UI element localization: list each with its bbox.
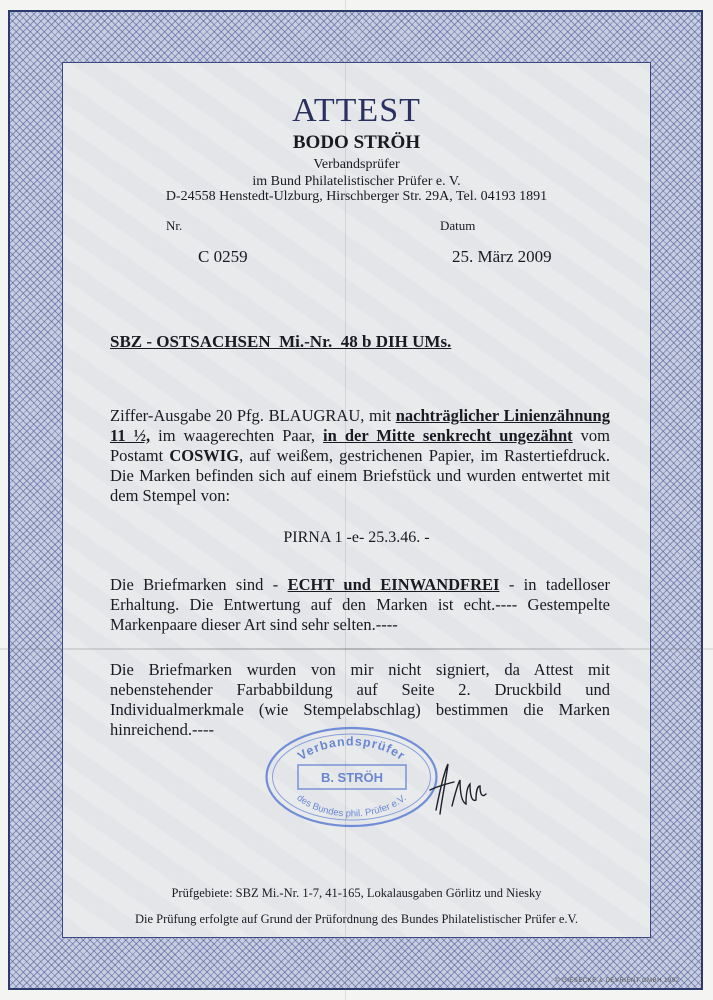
signature-note-paragraph: Die Briefmarken wurden von mir nicht signiert, da Attest mit nebenstehender Farbabbildung auf Seite 2. Druckbild und Individualmerkmale (wie Stempelabschlag) bestimmen die Marken hinreichend.---- [110,660,610,739]
examiner-address: D-24558 Henstedt-Ulzburg, Hirschberger Str. 29A, Tel. 04193 1891 [165,189,548,204]
printer-mark: © GIESECKE & DEVRIENT GMBH 1992 [555,978,680,984]
genuine-verdict: ECHT und EINWANDFREI [287,575,500,594]
nr-label: Nr. [166,218,183,233]
examination-rules: Die Prüfung erfolgte auf Grund der Prüfordnung des Bundes Philatelistischer Prüfer e.V. [134,912,579,926]
stamp-bottom-text: des Bundes phil. Prüfer e.V. [294,792,409,820]
stamp-center-text: B. STRÖH [320,770,384,785]
examiner-role: Verbandsprüfer [313,157,400,172]
description-text-3: vom Postamt [110,426,611,465]
association-name: im Bund Philatelistischer Prüfer e. V. [252,174,461,189]
description-text-4: , auf weißem, gestrichenen Papier, im Rastertiefdruck. Die Marken befinden sich auf einem Briefstück und wurden entwertet mit dem Stempel von: [110,446,610,505]
stamp-top-text: Verbandsprüfer [295,734,408,764]
examiner-name: BODO STRÖH [292,132,421,153]
verdict-paragraph [110,575,610,635]
certificate-number: C 0259 [198,247,248,266]
verdict-text-1: Die Briefmarken sind - [110,575,288,594]
cancellation-text: PIRNA 1 -e- 25.3.46. - [283,529,430,546]
datum-label: Datum [440,218,476,233]
handwritten-signature [422,760,492,820]
description-text-1: Ziffer-Ausgabe 20 Pfg. BLAUGRAU, mit [110,406,396,425]
stamp-catalog-heading: SBZ - OSTSACHSEN Mi.-Nr. 48 b DIH UMs. [110,332,452,351]
examiner-stamp [264,726,439,828]
certificate-title: ATTEST [292,92,421,129]
fold-line [0,648,713,650]
description-text-2: im waagerechten Paar, [150,426,324,445]
perforation-note: nachträglicher Linienzähnung 11 ½, [110,406,610,445]
description-paragraph [110,406,610,506]
post-office-name: COSWIG [169,446,240,465]
certificate-date: 25. März 2009 [452,247,552,266]
verdict-text-2: - in tadelloser Erhaltung. Die Entwertung auf den Marken ist echt.---- Gestempelte Markenpaare dieser Art sind sehr selten.---- [110,575,610,634]
imperforate-note: in der Mitte senkrecht ungezähnt [323,426,573,445]
examination-areas: Prüfgebiete: SBZ Mi.-Nr. 1-7, 41-165, Lokalausgaben Görlitz und Niesky [171,886,542,900]
